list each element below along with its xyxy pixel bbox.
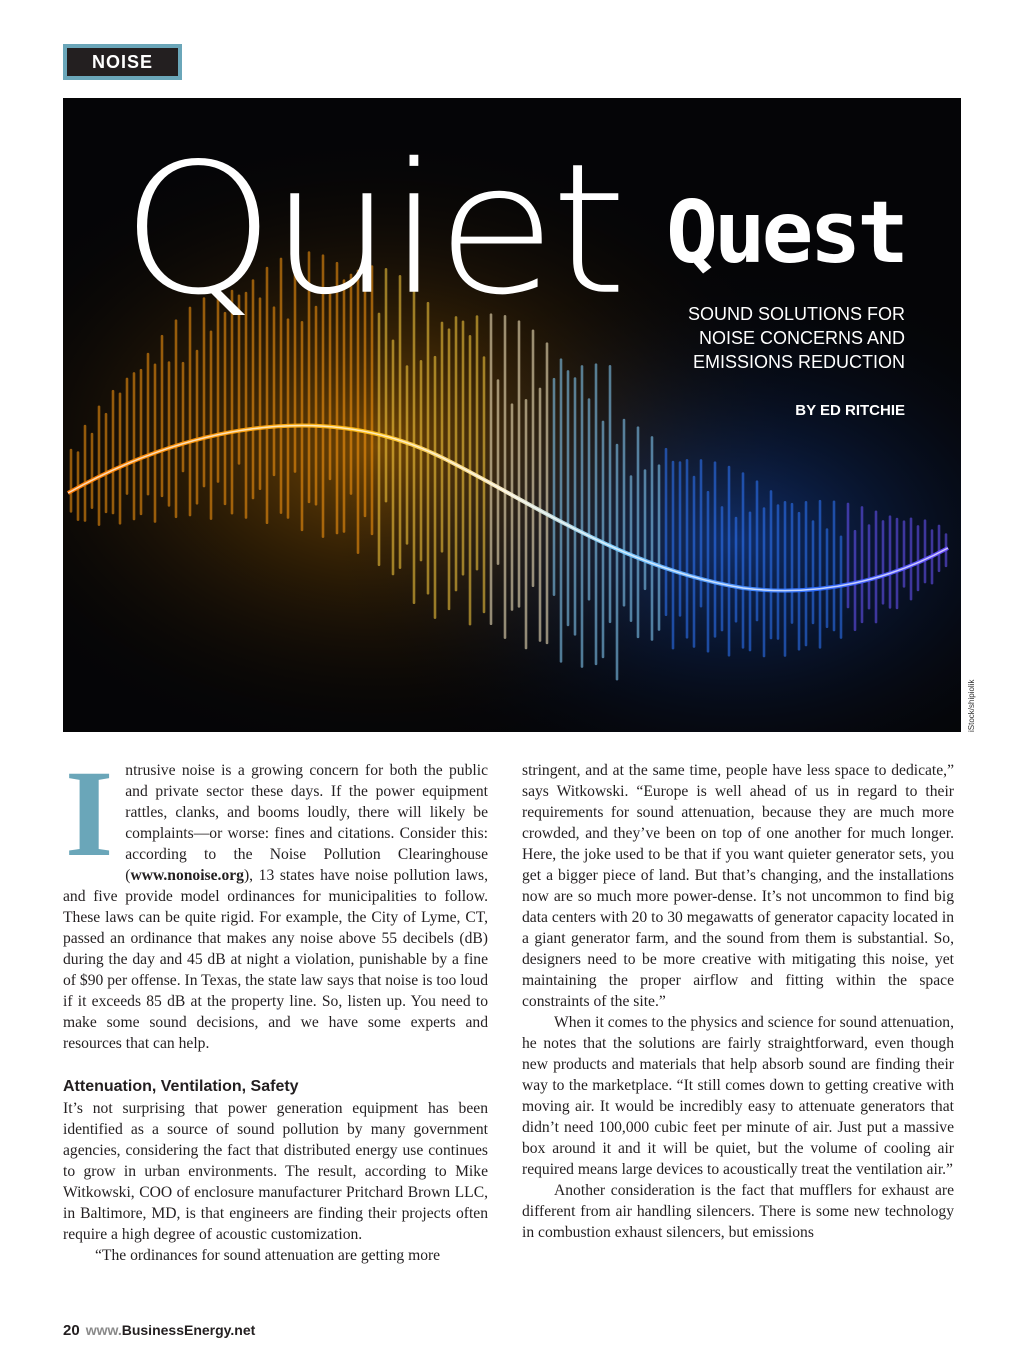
photo-credit: iStock/shipiolik (967, 679, 976, 732)
page-footer (63, 1322, 255, 1339)
footer-url-prefix: www. (85, 1322, 122, 1338)
subhead: Attenuation, Ventilation, Safety (63, 1078, 299, 1095)
body-paragraph: “The ordinances for sound attenuation are getting more (95, 1247, 441, 1264)
article-column-left (63, 745, 488, 1266)
nonoise-link[interactable]: www.nonoise.org (130, 867, 244, 884)
article-column-right (522, 760, 954, 1243)
intro-paragraph (63, 745, 488, 1054)
title-quiet: Quiet (121, 125, 622, 336)
section-tag: NOISE (63, 44, 182, 80)
body-paragraph: Another consideration is the fact that mufflers for exhaust are different from air handling silencers. There is some new technology in combustion exhaust silencers, but emissions (522, 1182, 954, 1241)
subtitle-line: EMISSIONS REDUCTION (692, 352, 905, 372)
intro-text: ntrusive noise is a growing concern for both the public and private sector these days. If the power equipment rattles, clanks, and booms loudly, there will likely be complaints—or worse: fines and citations. Consider this: according to the Noise Pollution Clearinghouse ( (125, 762, 488, 884)
byline: BY ED RITCHIE (795, 402, 905, 419)
body-paragraph: It’s not surprising that power generation equipment has been identified as a source of sound pollution by many government agencies, considering the fact that distributed energy use continues to grow in urban environments. The result, according to Mike Witkowski, COO of enclosure manufacturer Pritchard Brown LLC, in Baltimore, MD, is that engineers are finding their projects often require a high degree of acoustic customization. (63, 1100, 488, 1243)
subtitle-line: NOISE CONCERNS AND (698, 328, 905, 348)
intro-text-rest: ), 13 states have noise pollution laws, and five provide model ordinances for municipalities to follow. These laws can be quite rigid. For example, the City of Lyme, CT, passed an ordinance that makes any noise above 55 decibels (dB) during the day and 45 dB at night a violation, punishable by a fine of $90 per offense. In Texas, the state law says that noise is too loud if it exceeds 85 dB at the property line. So, listen up. You need to make some sound decisions, and we have some experts and resources that can help. (63, 867, 488, 1052)
drop-cap: I (65, 745, 114, 882)
hero-image (63, 98, 961, 732)
title-quest: Quest (666, 183, 905, 283)
footer-url: BusinessEnergy.net (121, 1322, 256, 1338)
body-paragraph: When it comes to the physics and science for sound attenuation, he notes that the solutions are fairly straightforward, even though new products and materials that help absorb sound are finding their way to the marketplace. “It still comes down to getting creative with moving air. It would be incredibly easy to attenuate generators that didn’t need 100,000 cubic feet per minute of air. Just put a massive box around it and it will be quiet, but the volume of cooling air required means large devices to acoustically treat the ventilation air.” (522, 1014, 954, 1178)
page-number: 20 (63, 1322, 80, 1339)
subtitle-line: SOUND SOLUTIONS FOR (687, 304, 905, 324)
subtitle (605, 302, 905, 374)
body-paragraph: stringent, and at the same time, people have less space to dedicate,” says Witkowski. “Europe is well ahead of us in regard to their requirements for sound attenuation, because they are much more crowded, and they’ve been on top of one another for much longer. Here, the joke used to be that if you want quieter generator sets, you get a bigger piece of land. But that’s changing, and the installations now are so much more power-dense. It’s not uncommon to find big data centers with 20 to 30 megawatts of generator capacity located in a giant generator farm, and the sound from them is substantial. So, designers need to be more creative with mitigating this noise, yet maintaining the proper airflow and fitting within the space constraints of the site.” (522, 762, 954, 1010)
